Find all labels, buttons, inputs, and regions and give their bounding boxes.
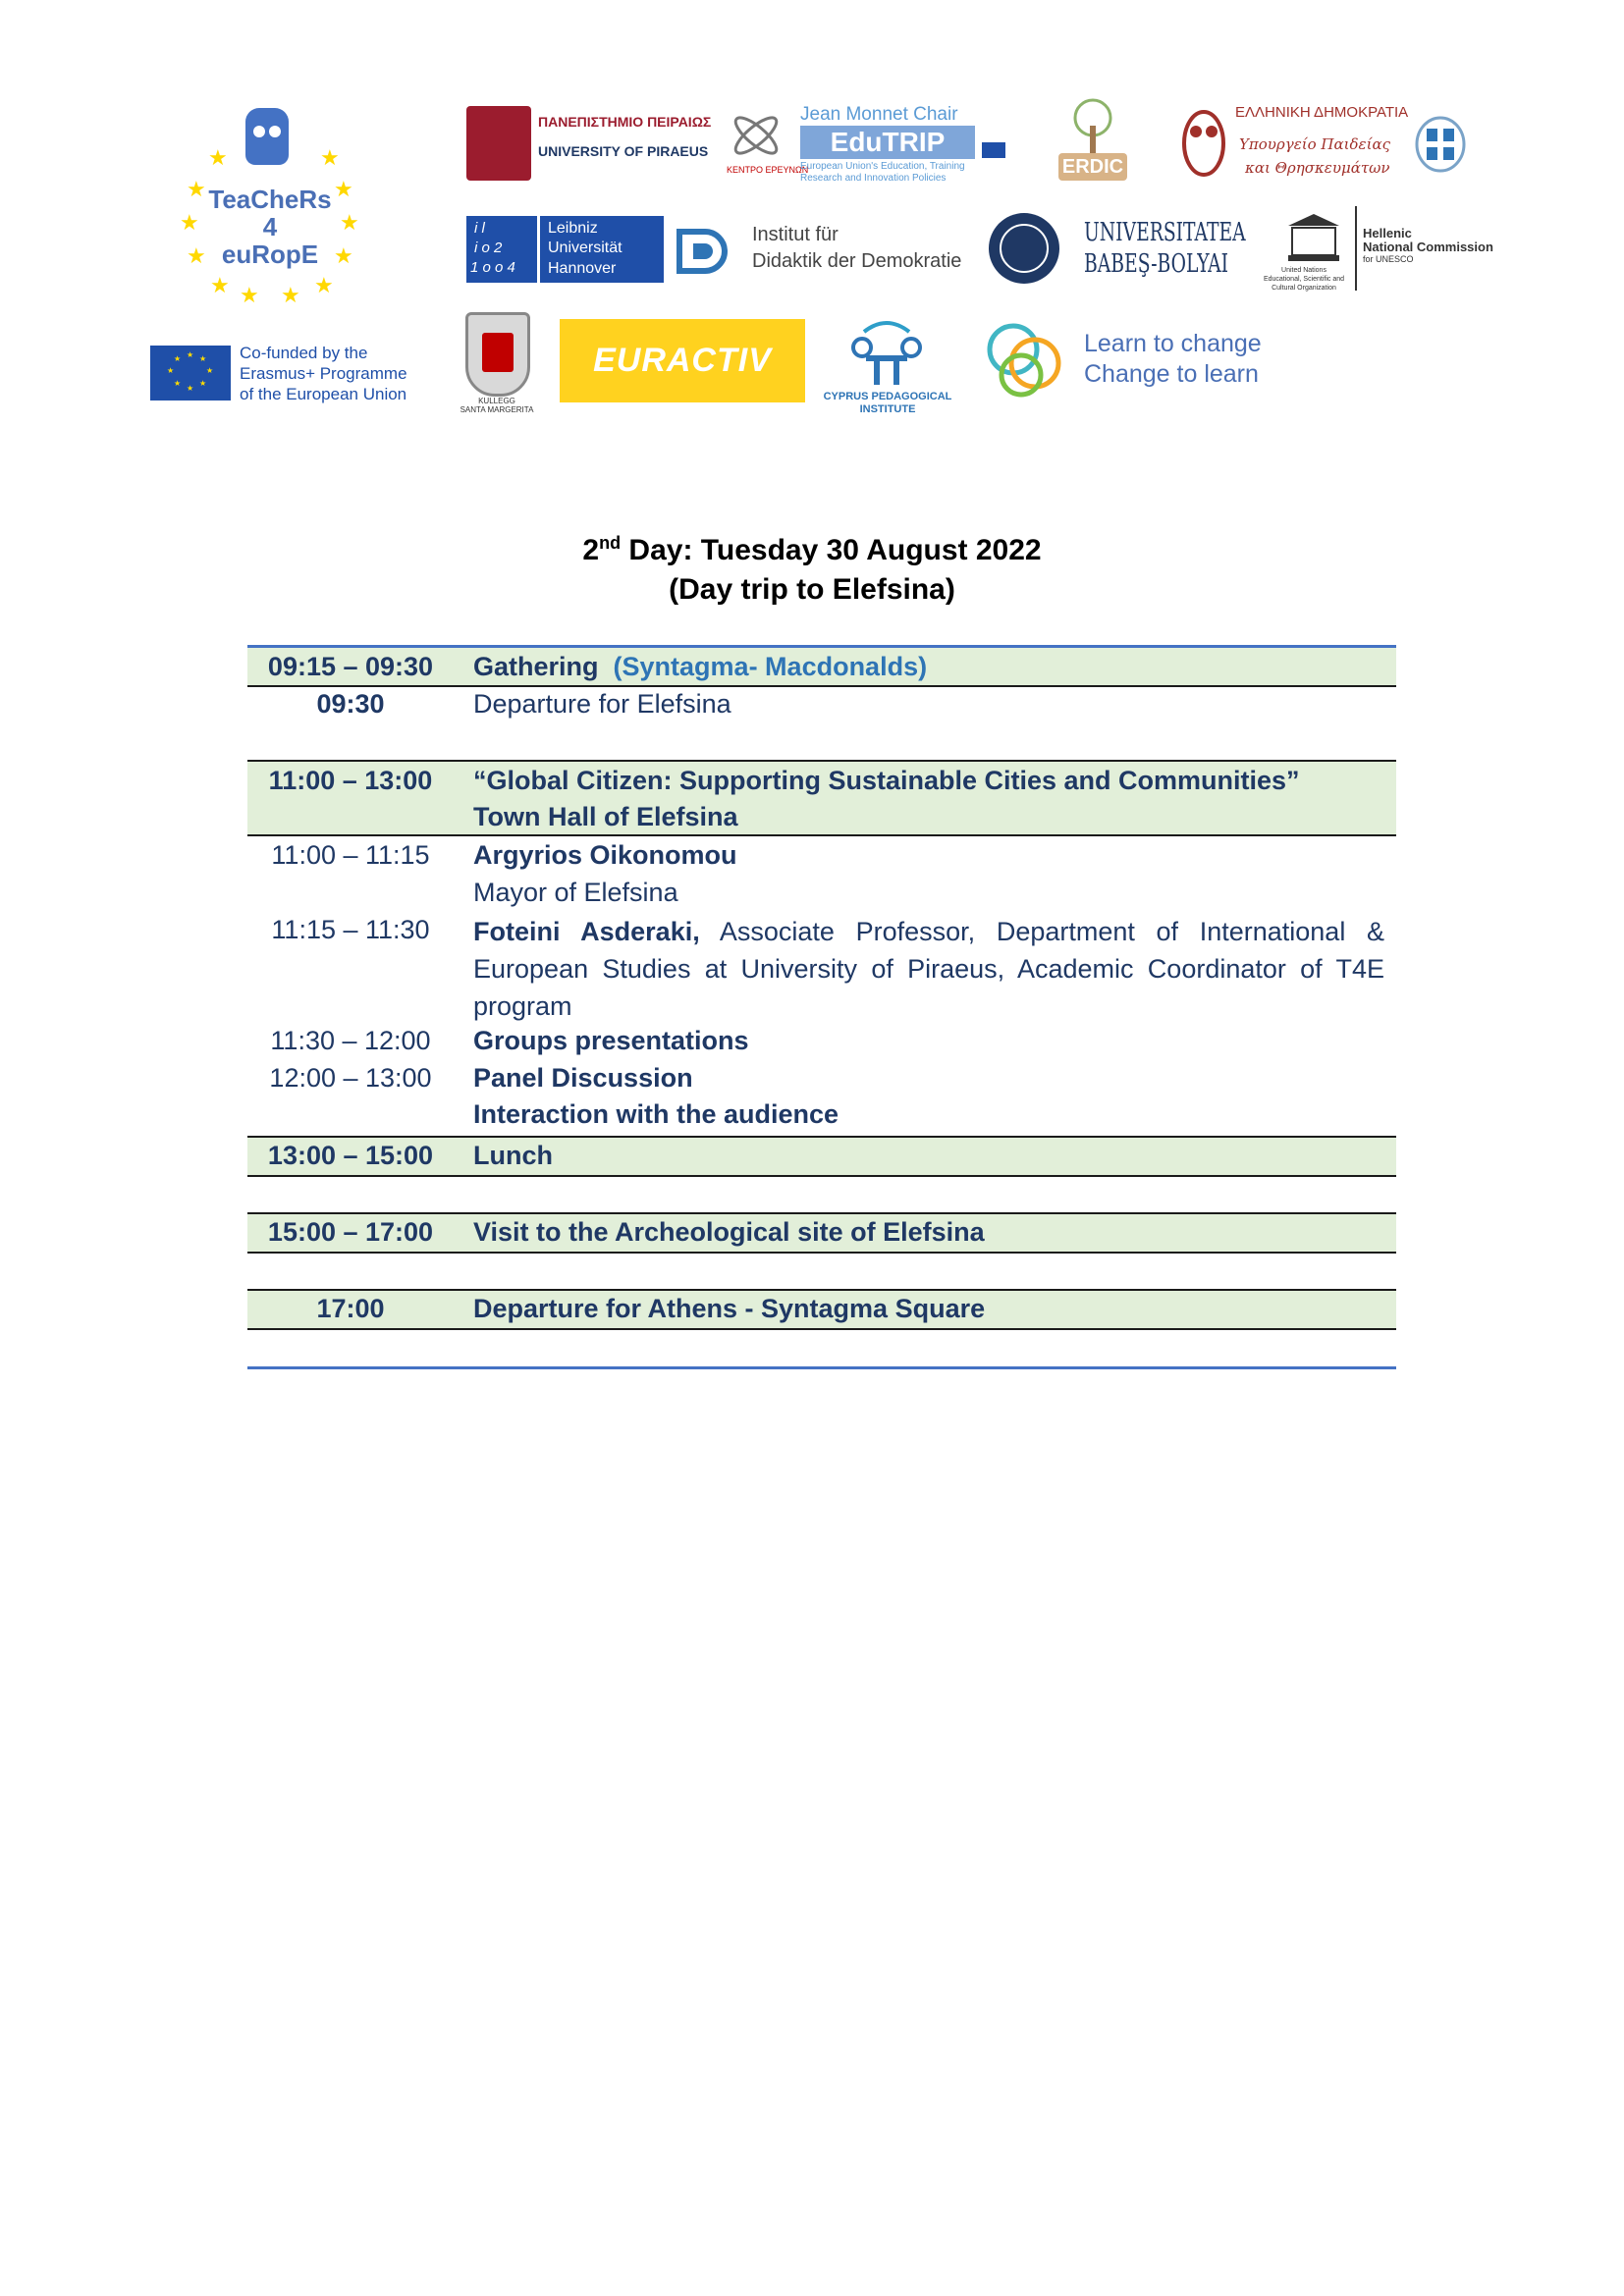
star-icon: ★ (281, 283, 300, 307)
t4e-line1: TeaCheRs (208, 185, 332, 214)
speaker-role: Associate Professor, Department of International & European Studies at University of Piraeus, Academic Coordinator of T4E program (473, 917, 1384, 1021)
kullegg-line2: SANTA MARGERITA (460, 405, 534, 414)
day-subtitle: (Day trip to Elefsina) (669, 573, 955, 606)
speaker-name: Argyrios Oikonomou (473, 840, 737, 870)
unesco-sub1: United Nations (1281, 267, 1326, 274)
babes-line2: BABEŞ-BOLYAI (1084, 249, 1229, 279)
star-icon: ★ (334, 177, 353, 201)
row-time: 17:00 (316, 1294, 385, 1323)
row-divider (247, 1328, 1396, 1330)
session-place: Town Hall of Elefsina (473, 802, 738, 831)
leibniz-line2: Universität (548, 240, 623, 256)
leibniz-line3: Hannover (548, 260, 617, 277)
star-icon: ★ (334, 243, 353, 268)
cyprus-line2: INSTITUTE (859, 403, 916, 415)
hellenic-line2: Υπουργείο Παιδείας (1239, 135, 1391, 153)
row-time: 11:00 – 11:15 (271, 840, 430, 870)
star-icon: ★ (320, 145, 340, 170)
panel-line1: Panel Discussion (473, 1063, 693, 1093)
piraeus-english: UNIVERSITY OF PIRAEUS (538, 143, 709, 159)
babes-line1: UNIVERSITATEA (1084, 218, 1246, 247)
cyprus-column-icon (844, 312, 929, 387)
speaker-role: Mayor of Elefsina (473, 878, 678, 907)
row-time: 11:00 – 13:00 (268, 766, 433, 795)
eu-flag-small-icon (982, 142, 1005, 158)
day-heading (0, 533, 1624, 567)
panel-line2: Interaction with the audience (473, 1099, 839, 1129)
row-time: 12:00 – 13:00 (269, 1063, 432, 1093)
row-divider (247, 834, 1396, 836)
row-description: Departure for Elefsina (473, 689, 731, 719)
star-icon: ★ (187, 243, 206, 268)
t4e-line2: 4 (262, 212, 278, 241)
row-description: Departure for Athens - Syntagma Square (473, 1294, 986, 1323)
atom-icon (729, 108, 784, 163)
institut-line1: Institut für (752, 224, 839, 245)
swirl-icon (978, 312, 1072, 406)
leibniz-digits3: 1 o o 4 (470, 259, 515, 276)
leibniz-digits1: i l (474, 220, 485, 237)
row-time: 11:30 – 12:00 (270, 1026, 431, 1055)
star-icon: ★ (208, 145, 228, 170)
row-description (473, 652, 1384, 682)
hellenic-line3: και Θρησκευμάτων (1245, 159, 1390, 177)
erasmus-line2: Erasmus+ Programme (240, 364, 407, 383)
day-date: Day: Tuesday 30 August 2022 (621, 534, 1042, 566)
row-divider (247, 1175, 1396, 1177)
star-icon: ★ (240, 283, 259, 307)
ubb-seal-icon (986, 210, 1062, 287)
unesco-line3: for UNESCO (1363, 254, 1414, 264)
leibniz-line1: Leibniz (548, 220, 598, 237)
table-bottom-rule (247, 1366, 1396, 1369)
tree-icon (1058, 96, 1127, 155)
kullegg-line1: KULLEGG (478, 397, 515, 405)
cyprus-line1: CYPRUS PEDAGOGICAL (823, 391, 952, 402)
unesco-divider (1355, 206, 1357, 291)
row-description: Lunch (473, 1141, 553, 1170)
piraeus-emblem-icon (466, 106, 531, 181)
learn-line2: Change to learn (1084, 360, 1259, 388)
row-time: 13:00 – 15:00 (267, 1141, 434, 1170)
row-time: 11:15 – 11:30 (271, 915, 430, 944)
kullegg-shield-icon (465, 312, 530, 397)
jean-monnet-sub2: Research and Innovation Policies (800, 173, 947, 184)
gathering-label: Gathering (473, 652, 599, 681)
unesco-line1: Hellenic (1363, 226, 1412, 240)
t4e-line3: euRopE (221, 240, 319, 269)
erdic-label: ERDIC (1058, 153, 1127, 181)
star-icon: ★ (340, 210, 359, 235)
row-time: 09:30 (316, 689, 385, 719)
unesco-temple-icon (1284, 210, 1343, 263)
owl-emblem-icon (1174, 102, 1233, 183)
leibniz-digits2: i o 2 (474, 240, 503, 256)
star-icon: ★ (210, 273, 230, 297)
gathering-location: (Syntagma- Macdonalds) (613, 652, 928, 681)
dd-logo-icon (674, 224, 740, 279)
learn-line1: Learn to change (1084, 330, 1262, 357)
erasmus-line1: Co-funded by the (240, 344, 368, 362)
leibniz-digits-box (466, 216, 537, 283)
research-center-label: ΚΕΝΤΡΟ ΕΡΕΥΝΩΝ (727, 165, 809, 175)
star-icon: ★ (314, 273, 334, 297)
jean-monnet-sub1: European Union's Education, Training (800, 161, 965, 172)
row-divider (247, 685, 1396, 687)
logo-euractiv: EURACTIV (560, 319, 805, 402)
institut-line2: Didaktik der Demokratie (752, 250, 962, 272)
speaker-name: Foteini Asderaki, (473, 917, 700, 946)
row-description: Groups presentations (473, 1026, 749, 1055)
star-icon: ★ (187, 177, 206, 201)
speaker-entry (473, 913, 1384, 1025)
unesco-sub2: Educational, Scientific and (1263, 276, 1345, 283)
unesco-line2: National Commission (1363, 240, 1493, 254)
row-divider (247, 1252, 1396, 1254)
row-time: 09:15 – 09:30 (267, 652, 434, 681)
edutrip-label: EduTRIP (800, 126, 975, 159)
jean-monnet-title: Jean Monnet Chair (800, 104, 958, 125)
day-number: 2 (582, 534, 600, 566)
day-ordinal: nd (599, 533, 622, 553)
row-time: 15:00 – 17:00 (267, 1217, 434, 1247)
row-description: Visit to the Archeological site of Elefsina (473, 1217, 985, 1247)
hellenic-line1: ΕΛΛΗΝΙΚΗ ΔΗΜΟΚΡΑΤΙΑ (1235, 104, 1409, 121)
greek-coat-of-arms-icon (1414, 116, 1467, 173)
piraeus-greek: ΠΑΝΕΠΙΣΤΗΜΙΟ ΠΕΙΡΑΙΩΣ (538, 114, 712, 130)
erasmus-line3: of the European Union (240, 385, 407, 403)
star-icon: ★ (180, 210, 199, 235)
eu-flag-icon: ★ ★ ★ ★ ★ ★ ★ ★ (150, 346, 231, 400)
unesco-sub3: Cultural Organization (1272, 285, 1336, 292)
owl-icon (245, 108, 289, 165)
leibniz-name-box (540, 216, 664, 283)
session-title: “Global Citizen: Supporting Sustainable Cities and Communities” (473, 766, 1300, 795)
